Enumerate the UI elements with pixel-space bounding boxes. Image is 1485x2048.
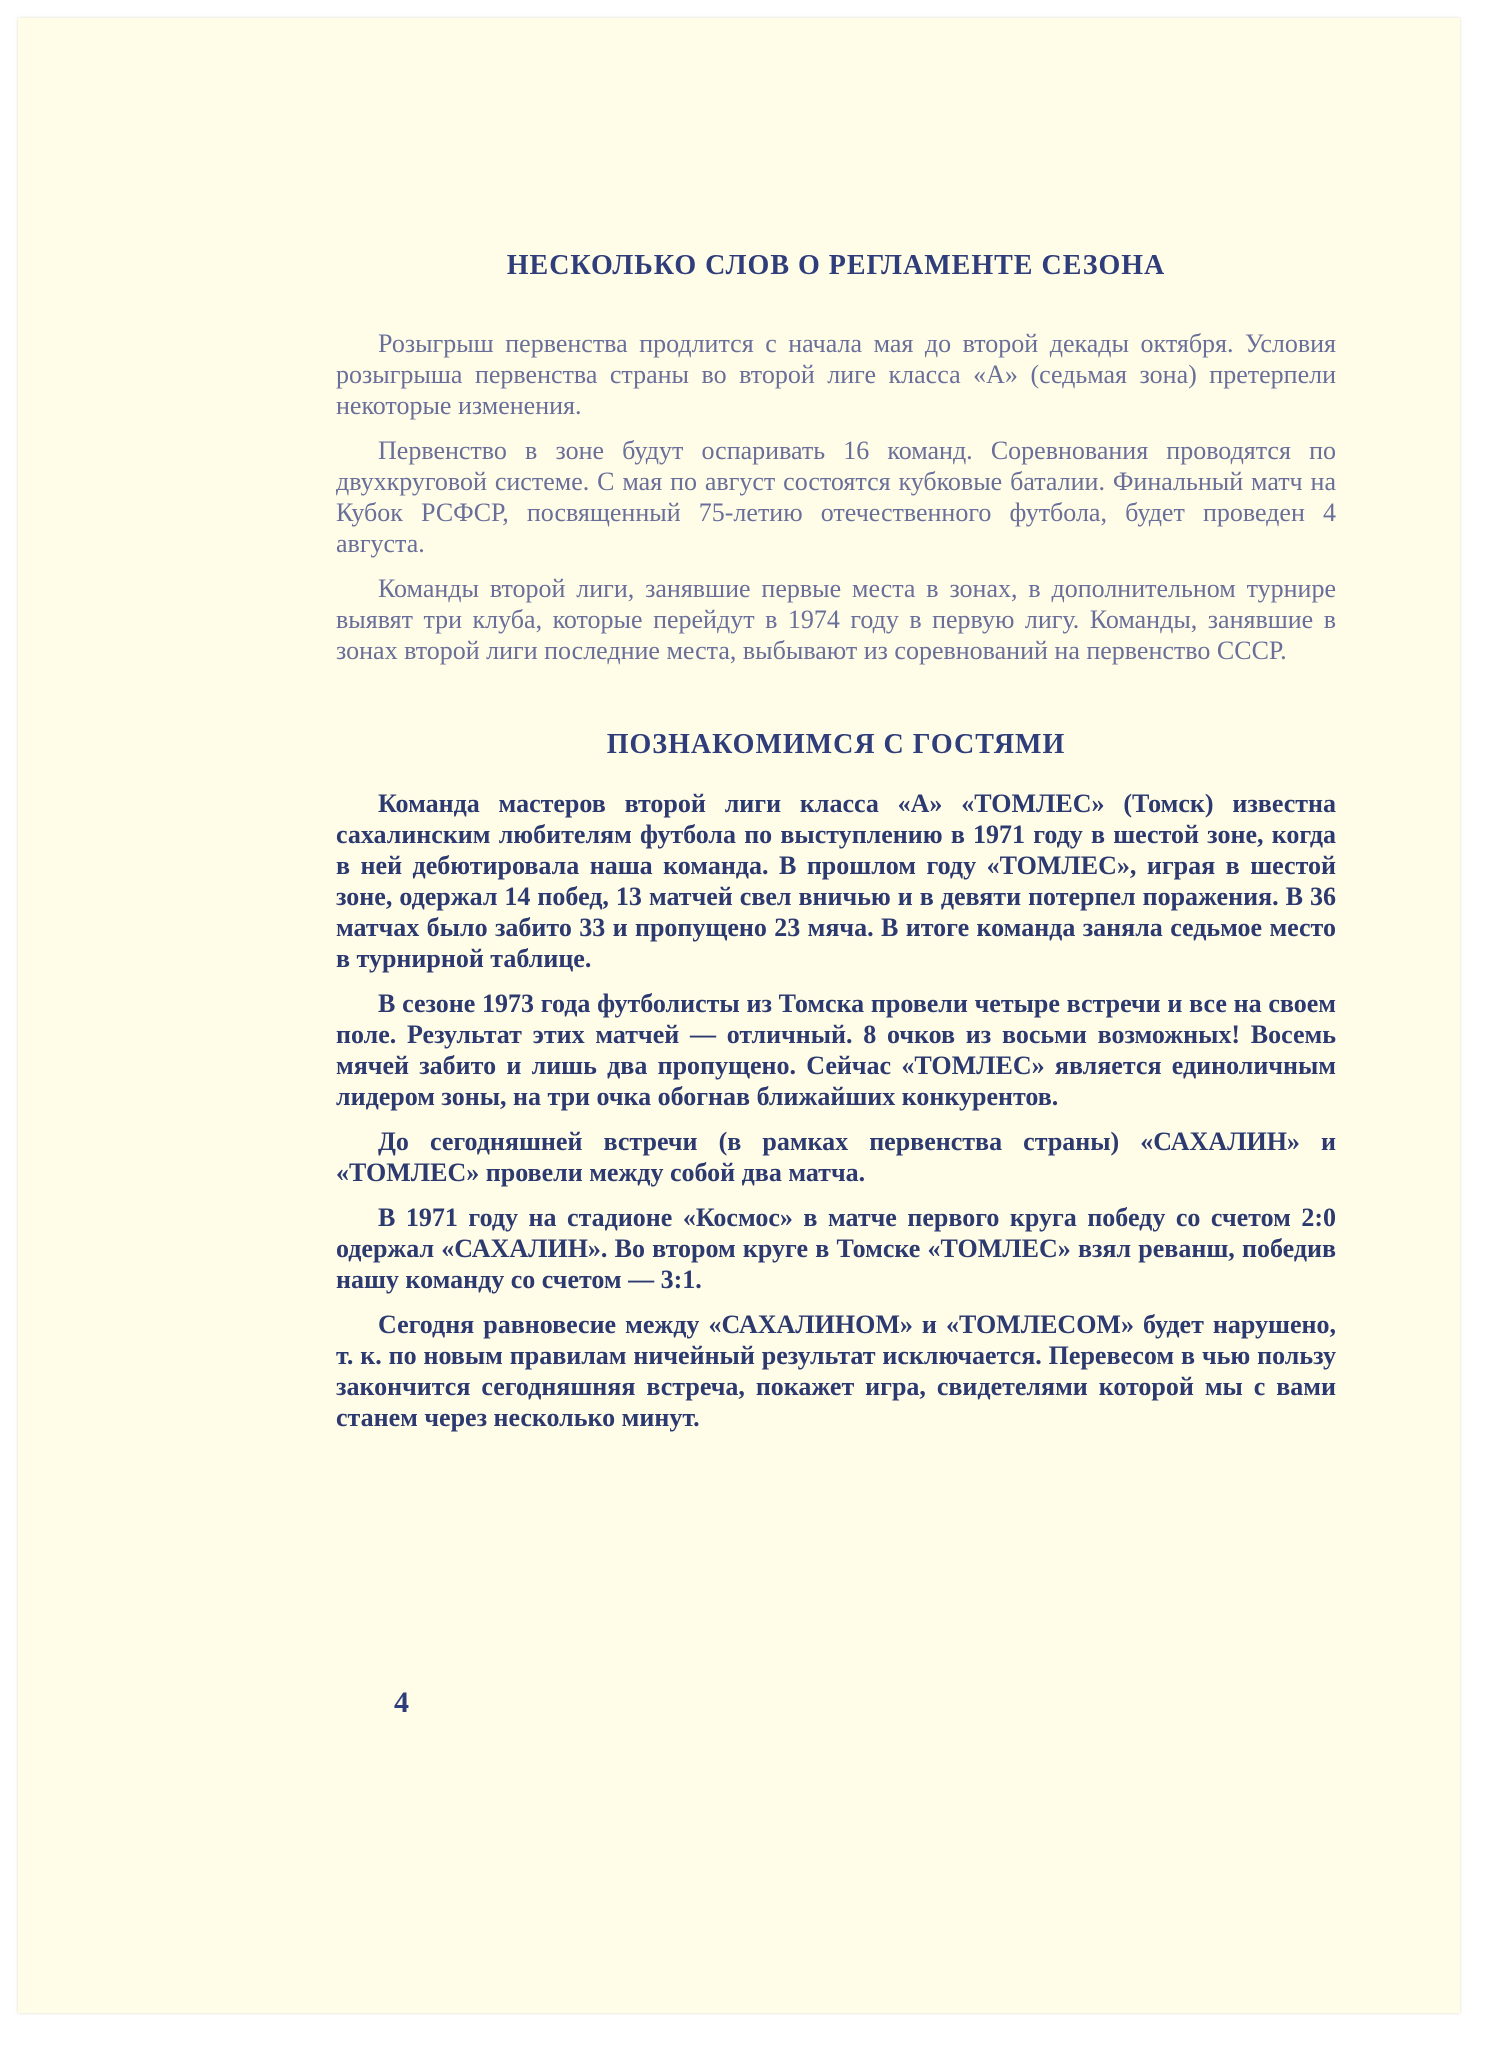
section-heading-regulations: НЕСКОЛЬКО СЛОВ О РЕГЛАМЕНТЕ СЕЗОНА [506,250,1166,281]
section-regulations [336,328,1336,680]
page-sheet [18,18,1460,2013]
paragraph: В 1971 году на стадионе «Космос» в матче первого круга победу со счетом 2:0 одержал «САХАЛИН». Во втором круге в Томске «ТОМЛЕС» взял реванш, победив нашу команду со счетом — 3:1. [336,1203,1336,1294]
paragraph: До сегодняшней встречи (в рамках первенства страны) «САХАЛИН» и «ТОМЛЕС» провели между собой два матча. [336,1127,1336,1187]
paragraph: Команда мастеров второй лиги класса «А» «ТОМЛЕС» (Томск) известна сахалинским любителям футбола по выступлению в 1971 году в шестой зоне, когда в ней дебютировала наша команда. В прошлом году «ТОМЛЕС», играя в шестой зоне, одержал 14 побед, 13 матчей свел вничью и в девяти потерпел поражения. В 36 матчах было забито 33 и пропущено 23 мяча. В итоге команда заняла седьмое место в турнирной таблице. [336,789,1336,973]
paragraph: Первенство в зоне будут оспаривать 16 команд. Соревнования проводятся по двухкруговой системе. С мая по август состоятся кубковые баталии. Финальный матч на Кубок РСФСР, посвященный 75-летию отечественного футбола, будет проведен 4 августа. [336,436,1336,558]
paragraph: Розыгрыш первенства продлится с начала мая до второй декады октября. Условия розыгрыша первенства страны во второй лиге класса «А» (седьмая зона) претерпели некоторые изменения. [336,329,1336,420]
page-number: 4 [394,1686,409,1719]
paragraph: Сегодня равновесие между «САХАЛИНОМ» и «ТОМЛЕСОМ» будет нарушено, т. к. по новым правилам ничейный результат исключается. Перевесом в чью пользу закончится сегодняшняя встреча, покажет игра, свидетелями которой мы с вами станем через несколько минут. [336,1310,1336,1432]
section-guests [336,788,1336,1447]
paragraph: Команды второй лиги, занявшие первые места в зонах, в дополнительном турнире выявят три клуба, которые перейдут в 1974 году в первую лигу. Команды, занявшие в зонах второй лиги последние места, выбывают из соревнований на первенство СССР. [336,574,1336,665]
paragraph: В сезоне 1973 года футболисты из Томска провели четыре встречи и все на своем поле. Результат этих матчей — отличный. 8 очков из восьми возможных! Восемь мячей забито и лишь два пропущено. Сейчас «ТОМЛЕС» является единоличным лидером зоны, на три очка обогнав ближайших конкурентов. [336,989,1336,1111]
section-heading-guests: ПОЗНАКОМИМСЯ С ГОСТЯМИ [606,729,1066,760]
